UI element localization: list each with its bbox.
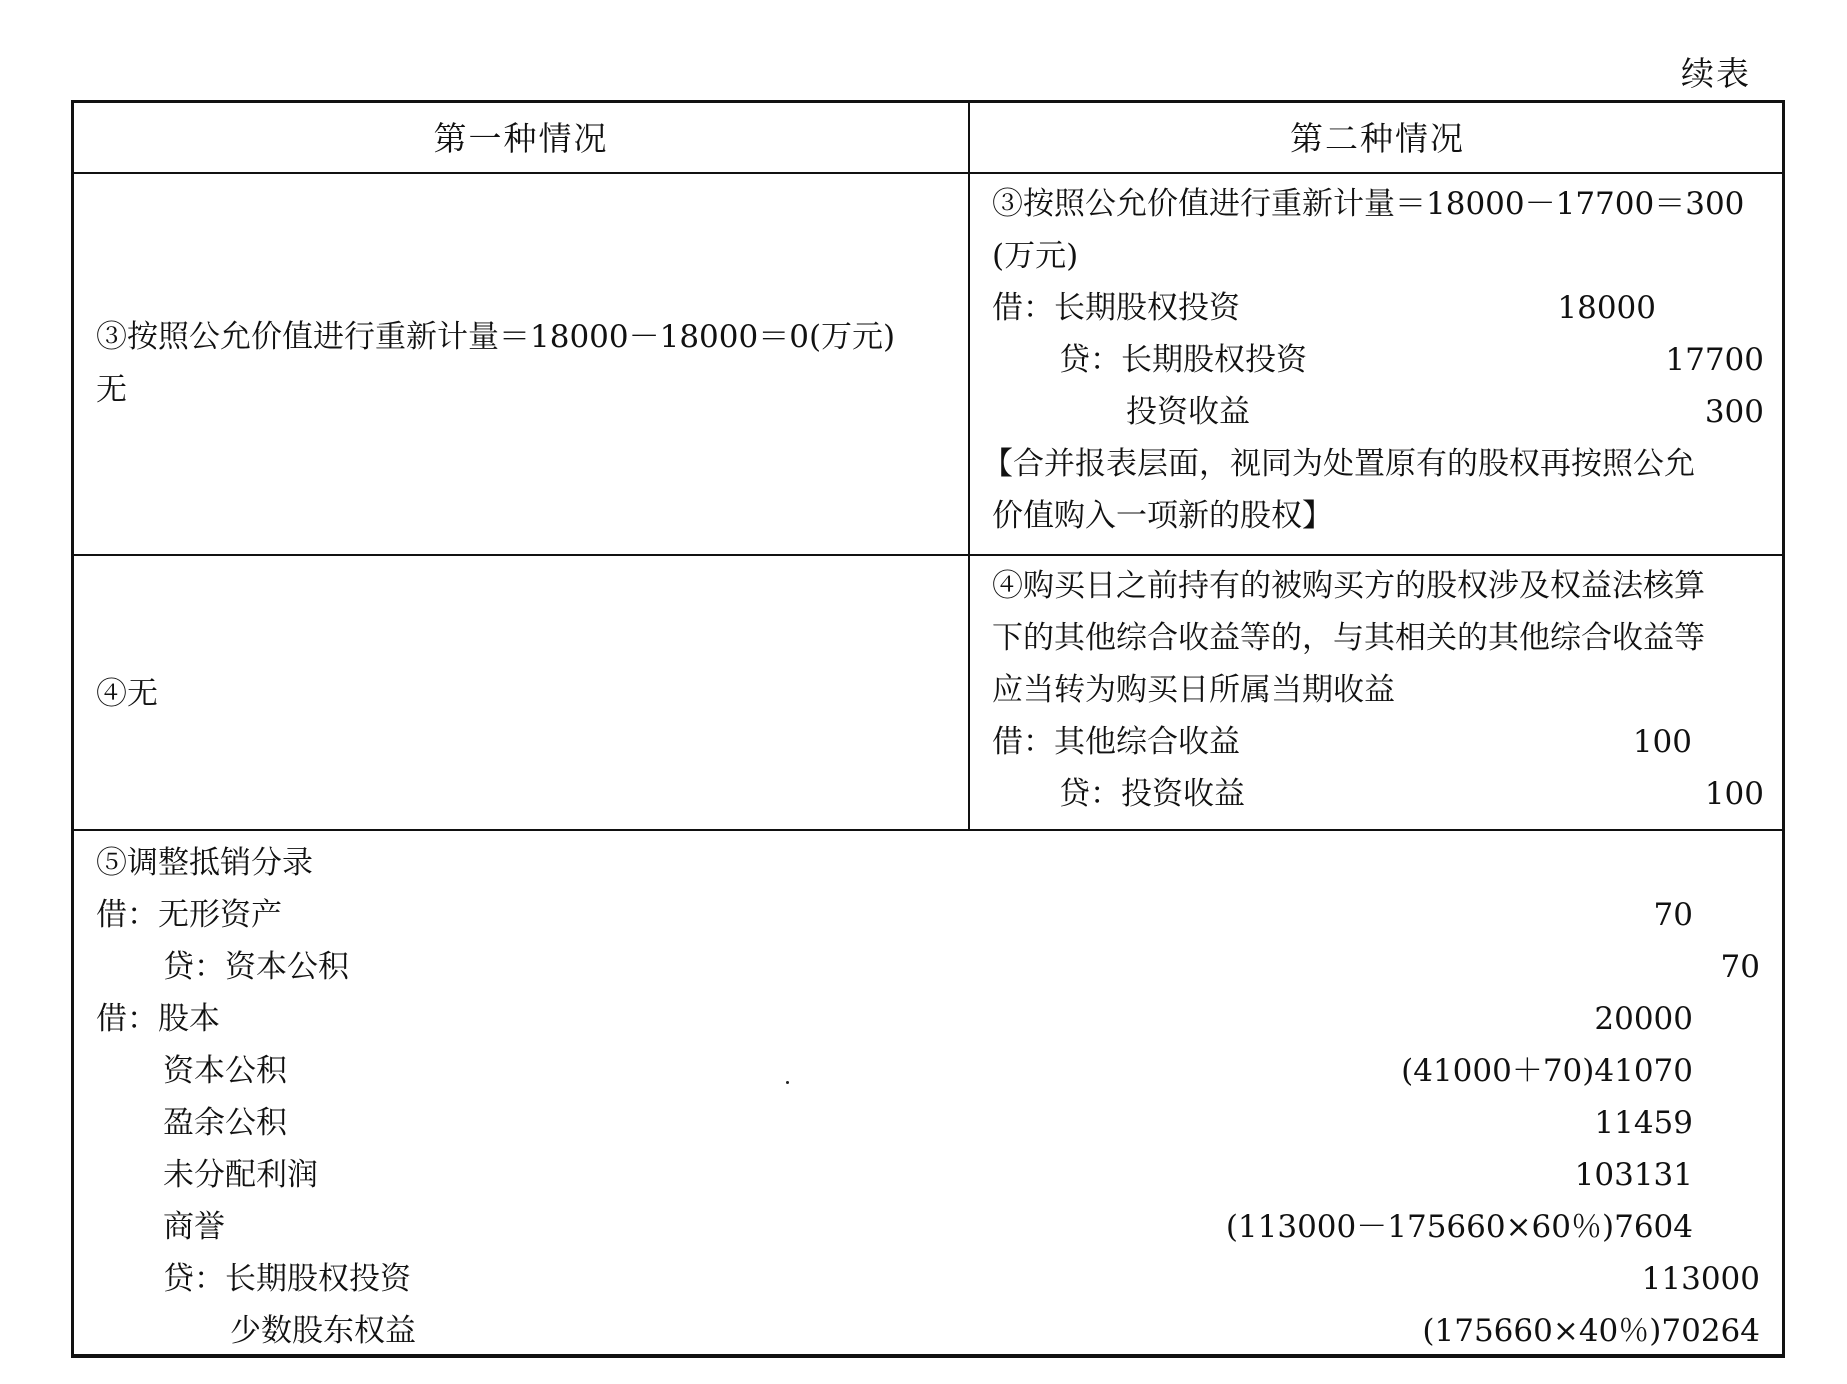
row1-credit-label: 贷：长期股权投资 [1059, 342, 1307, 378]
scan-speck [786, 1081, 789, 1084]
row3-entry6-label: 未分配利润 [163, 1157, 318, 1193]
row1-credit2-amount: 300 [1704, 394, 1764, 430]
row1-divider [74, 554, 1782, 556]
row2-credit-label: 贷：投资收益 [1059, 776, 1245, 812]
row1-right-line2: (万元) [992, 238, 1079, 274]
row3-entry1-amount: 70 [1653, 897, 1693, 933]
row1-left-line2: 无 [96, 372, 127, 408]
continued-label: 续表 [1681, 54, 1751, 93]
row2-right-line2: 下的其他综合收益等的，与其相关的其他综合收益等 [992, 620, 1705, 656]
row3-entry9-label: 少数股东权益 [230, 1313, 416, 1349]
row2-left-line1: ④无 [96, 676, 158, 712]
row2-credit-amount: 100 [1704, 776, 1764, 812]
row1-debit-label: 借：长期股权投资 [992, 290, 1240, 326]
row2-right-line1: ④购买日之前持有的被购买方的股权涉及权益法核算 [992, 568, 1705, 604]
row2-debit-label: 借：其他综合收益 [992, 724, 1240, 760]
column-divider [968, 103, 970, 830]
row3-entry4-label: 资本公积 [163, 1053, 287, 1089]
header-case-two: 第二种情况 [1290, 119, 1465, 158]
row1-debit-amount: 18000 [1557, 290, 1656, 326]
header-case-one: 第一种情况 [433, 119, 609, 158]
row1-left-line1: ③按照公允价值进行重新计量＝18000－18000＝0(万元) [96, 319, 896, 355]
row1-note-line2: 价值购入一项新的股权】 [992, 498, 1333, 534]
row2-divider [74, 829, 1782, 831]
row3-entry3-amount: 20000 [1594, 1001, 1693, 1037]
row3-entry8-label: 贷：长期股权投资 [163, 1261, 411, 1297]
row1-right-line1: ③按照公允价值进行重新计量＝18000－17700＝300 [992, 186, 1745, 222]
row3-entry4-amount: (41000＋70)41070 [1401, 1053, 1693, 1089]
journal-table [71, 100, 1785, 1358]
row1-credit2-label: 投资收益 [1126, 394, 1250, 430]
row3-entry8-amount: 113000 [1641, 1261, 1760, 1297]
row3-entry7-amount: (113000－175660×60％)7604 [1225, 1209, 1693, 1245]
row3-entry5-label: 盈余公积 [163, 1105, 287, 1141]
row1-credit-amount: 17700 [1665, 342, 1764, 378]
row3-title: ⑤调整抵销分录 [96, 845, 313, 881]
row3-entry6-amount: 103131 [1574, 1157, 1693, 1193]
row3-entry2-amount: 70 [1720, 949, 1760, 985]
row3-entry2-label: 贷：资本公积 [163, 949, 349, 985]
row3-entry7-label: 商誉 [163, 1209, 225, 1245]
row3-entry5-amount: 11459 [1594, 1105, 1693, 1141]
row3-entry1-label: 借：无形资产 [96, 897, 282, 933]
row2-debit-amount: 100 [1632, 724, 1692, 760]
row1-note-line1: 【合并报表层面，视同为处置原有的股权再按照公允 [982, 446, 1695, 482]
row3-entry9-amount: (175660×40％)70264 [1422, 1313, 1760, 1349]
row2-right-line3: 应当转为购买日所属当期收益 [992, 672, 1395, 708]
row3-entry3-label: 借：股本 [96, 1001, 220, 1037]
